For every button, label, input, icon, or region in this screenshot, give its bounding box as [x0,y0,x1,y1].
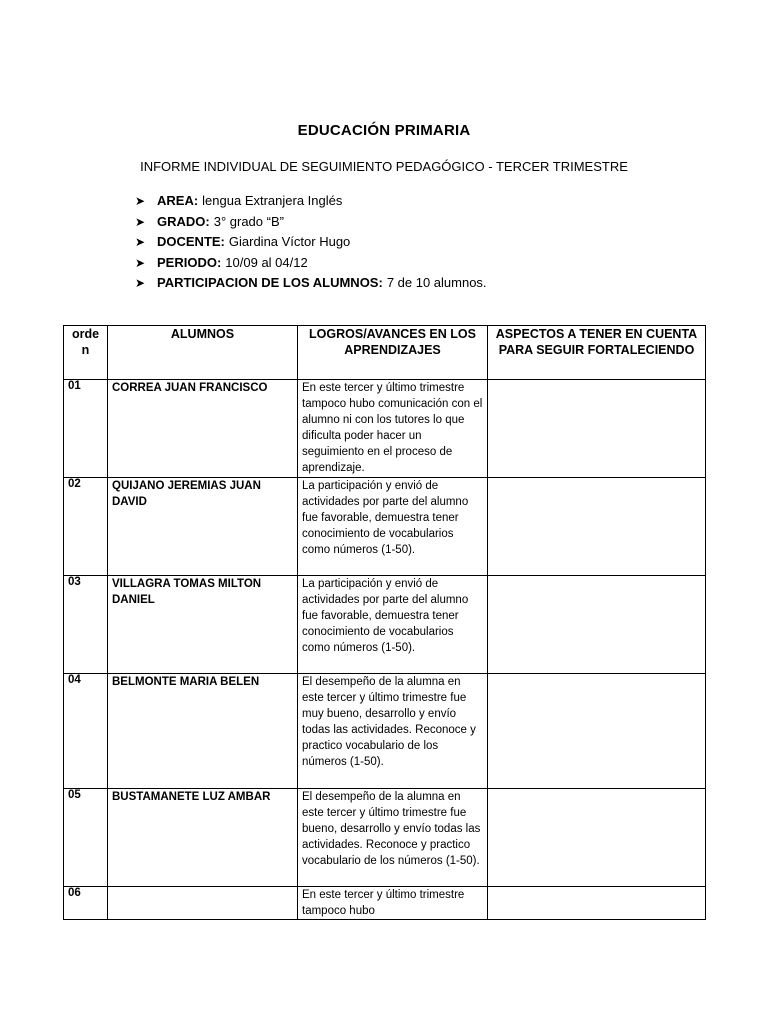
cell-aspectos [488,674,706,789]
info-item-area [135,191,487,212]
arrowhead-bullet-icon: ➤ [135,255,146,270]
student-report-table [63,325,706,920]
info-value: 3° grado “B” [213,213,284,229]
info-value: lengua Extranjera Inglés [202,193,343,209]
cell-alumno: QUIJANO JEREMIAS JUAN DAVID [108,478,298,576]
cell-orden: 02 [64,478,108,576]
cell-alumno [108,887,298,920]
cell-aspectos [488,576,706,674]
table-header-row [64,326,706,380]
table-row [64,789,706,887]
header-logros: LOGROS/AVANCES EN LOS APRENDIZAJES [298,326,488,380]
arrowhead-bullet-icon: ➤ [135,214,146,229]
info-item-participacion [135,273,487,294]
info-label: GRADO: [157,213,210,229]
cell-orden: 01 [64,380,108,478]
info-value: 10/09 al 04/12 [225,254,308,270]
cell-orden: 03 [64,576,108,674]
cell-logros: La participación y envió de actividades por parte del alumno fue favorable, demuestra tener conocimiento de vocabularios como números (1-50). [298,478,488,576]
table-row [64,674,706,789]
table-row [64,576,706,674]
header-alumnos: ALUMNOS [108,326,298,380]
cell-aspectos [488,380,706,478]
cell-aspectos [488,887,706,920]
info-list [135,191,487,294]
cell-alumno: VILLAGRA TOMAS MILTON DANIEL [108,576,298,674]
table-row [64,478,706,576]
cell-logros: En este tercer y último trimestre tampoco hubo comunicación con el alumno ni con los tutores lo que dificulta poder hacer un seguimiento en el proceso de aprendizaje. [298,380,488,478]
cell-orden: 04 [64,674,108,789]
cell-alumno: CORREA JUAN FRANCISCO [108,380,298,478]
arrowhead-bullet-icon: ➤ [135,194,146,209]
cell-alumno: BELMONTE MARIA BELEN [108,674,298,789]
cell-aspectos [488,789,706,887]
info-item-grado [135,212,487,233]
cell-logros: El desempeño de la alumna en este tercer y último trimestre fue muy bueno, desarrollo y envío todas las actividades. Reconoce y practico vocabulario de los números (1-50). [298,674,488,789]
table-row [64,380,706,478]
cell-orden: 06 [64,887,108,920]
arrowhead-bullet-icon: ➤ [135,276,146,291]
header-orden: orde n [64,326,108,380]
cell-alumno: BUSTAMANETE LUZ AMBAR [108,789,298,887]
info-label: PARTICIPACION DE LOS ALUMNOS: [157,275,383,291]
cell-logros: El desempeño de la alumna en este tercer y último trimestre fue bueno, desarrollo y envío todas las actividades. Reconoce y practico vocabulario de los números (1-50). [298,789,488,887]
cell-logros: La participación y envió de actividades por parte del alumno fue favorable, demuestra tener conocimiento de vocabularios como números (1-50). [298,576,488,674]
table-row [64,887,706,920]
cell-aspectos [488,478,706,576]
info-label: DOCENTE: [157,234,225,250]
arrowhead-bullet-icon: ➤ [135,235,146,250]
header-aspectos: ASPECTOS A TENER EN CUENTA PARA SEGUIR FORTALECIENDO [488,326,706,380]
info-value: 7 de 10 alumnos. [386,275,487,291]
info-label: PERIODO: [157,254,222,270]
page-title: EDUCACIÓN PRIMARIA [297,122,471,139]
report-subtitle: INFORME INDIVIDUAL DE SEGUIMIENTO PEDAGÓGICO - TERCER TRIMESTRE [140,159,628,174]
cell-logros: En este tercer y último trimestre tampoco hubo [298,887,488,920]
info-item-docente [135,232,487,253]
cell-orden: 05 [64,789,108,887]
info-item-periodo [135,253,487,274]
info-value: Giardina Víctor Hugo [228,234,351,250]
info-label: AREA: [157,193,199,209]
